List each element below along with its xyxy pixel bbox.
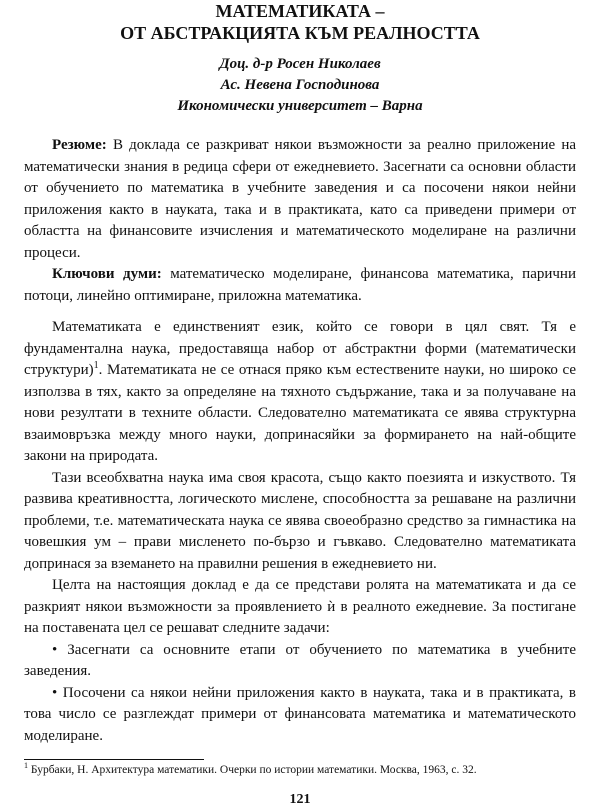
page-number: 121 xyxy=(289,792,311,807)
page-title-line-1: МАТЕМАТИКАТА – xyxy=(215,1,385,21)
body-paragraph-3: Целта на настоящия доклад е да се представи ролята на математиката и да се разкрият някои възможности за проявлението ѝ в реалното ежедневие. За постигане на поставената цел се решават следните задачи: xyxy=(24,577,576,636)
author-2: Ас. Невена Господинова xyxy=(220,77,380,93)
footnote-marker: 1 xyxy=(24,761,28,771)
footnote-reference: 1 xyxy=(93,360,99,371)
keywords-paragraph xyxy=(24,264,576,307)
footnote-text: Бурбаки, Н. Архитектура математики. Очерки по истории математики. Москва, 1963, с. 32. xyxy=(28,764,477,776)
page-title-line-2: ОТ АБСТРАКЦИЯТА КЪМ РЕАЛНОСТТА xyxy=(120,23,480,43)
body-paragraph-2: Тази всеобхватна наука има своя красота, също както поезията и изкуството. Тя развива креативността, логическото мислене, способността за решаване на различни проблеми, т.е. математическата наука се явява своеобразно средство за гимнастика на човешкия ум – прави мисленето по-бързо и гъвкаво. Следователно математиката допринася за вземането на правилни решения в ежедневието ни. xyxy=(24,469,576,572)
body-p1-text-a: Математиката е единственият език, който се говори в цял свят. Тя е фундаментална наука, предоставяща набор от абстрактни форми (математически структури) xyxy=(24,319,576,378)
section-gap xyxy=(24,307,576,317)
bullet-item-1: • Засегнати са основните етапи от обучението по математика в учебните заведения. xyxy=(24,641,576,679)
bullet-item-2: • Посочени са някои нейни приложения както в науката, така и в практиката, в това число се разглеждат примери от финансовата математика и математическото моделиране. xyxy=(24,684,576,744)
abstract-paragraph xyxy=(24,135,576,264)
authors-block xyxy=(24,54,576,117)
author-1: Доц. д-р Росен Николаев xyxy=(219,56,381,72)
affiliation: Икономически университет – Варна xyxy=(177,98,423,114)
title-block xyxy=(24,0,576,44)
keywords-label: Ключови думи: xyxy=(52,266,162,282)
body-p1-text-b: . Математиката не се отнася пряко към естествените науки, но широко се използва в тях, както за определяне на тяхното съдържание, така и за получаване на нови резултати в техните области. Следователно математиката се явява структурна взаимовръзка между много науки, допринасяйки за формирането на най-общите закони на природата. xyxy=(24,362,576,464)
footnote-divider xyxy=(24,759,204,760)
abstract-text: В доклада се разкриват някои възможности за реално приложение на математически знания в редица сфери от ежедневието. Засегнати са основни области от обучението по математика в учебните заведения и са посочени някои нейни приложения както в науката, така и в практиката, като са приведени примери от областта на финансовите изчисления и математическото моделиране на различни процеси. xyxy=(24,137,576,261)
body-paragraph-1 xyxy=(24,317,576,468)
keywords-text: математическо моделиране, финансова математика, парични потоци, линейно оптимиране, приложна математика. xyxy=(24,266,576,304)
abstract-label: Резюме: xyxy=(52,137,107,153)
footnote xyxy=(24,762,576,778)
